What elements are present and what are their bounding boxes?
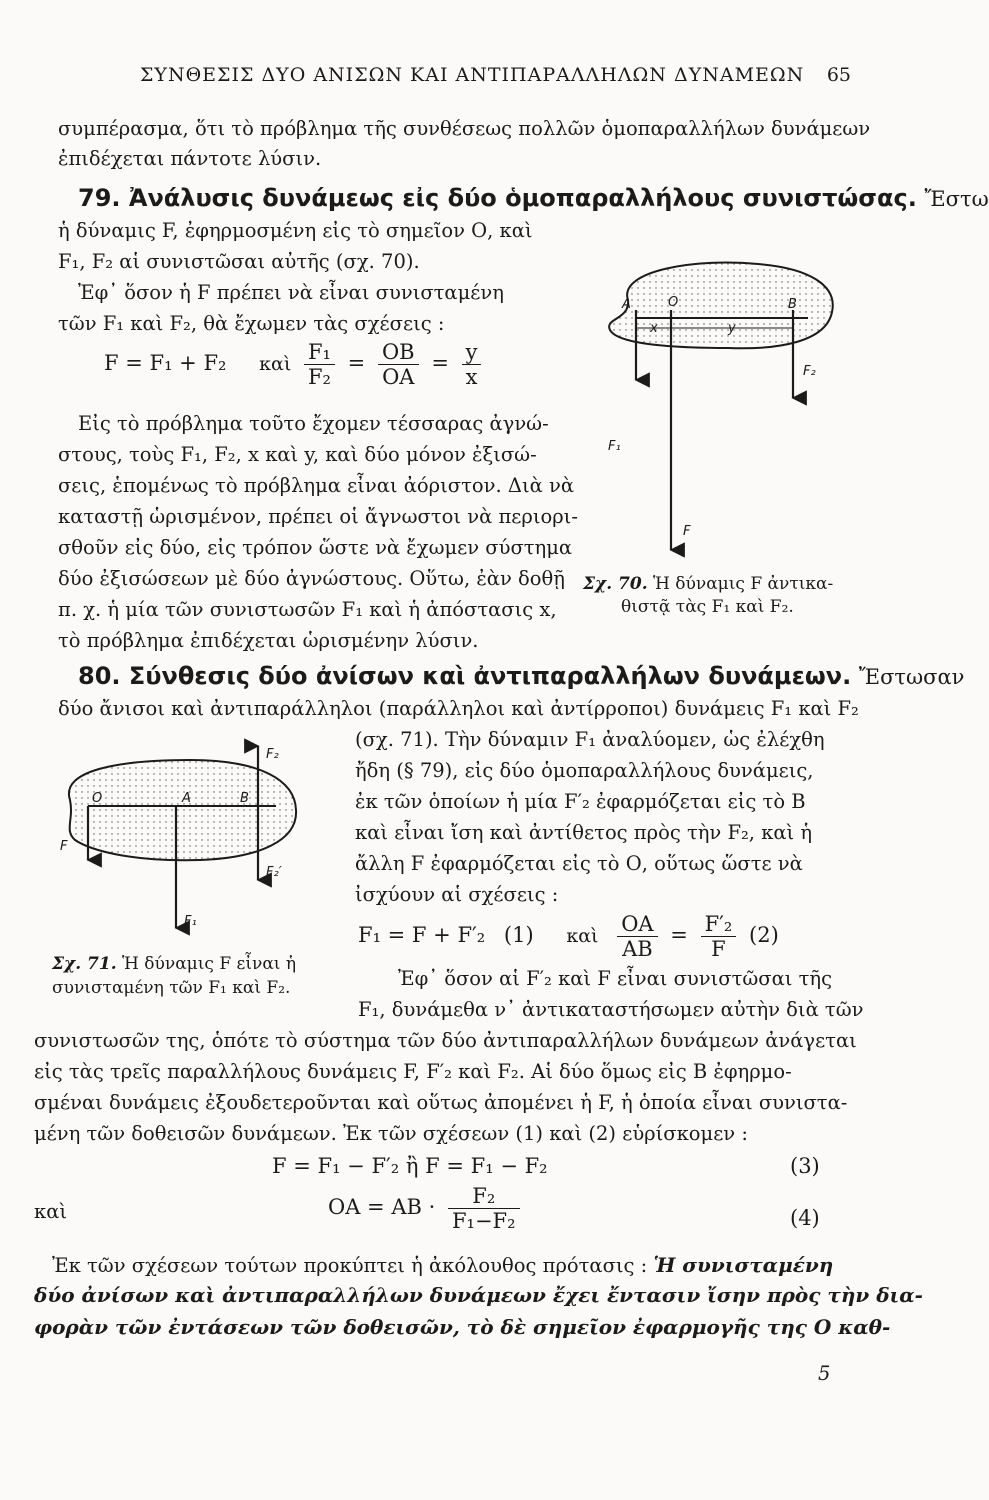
fig70-label-f: F (683, 524, 691, 539)
intro-line-2: ἐπιδέχεται πάντοτε λύσιν. (58, 147, 322, 170)
sec79-body-8: τὸ πρόβλημα ἐπιδέχεται ὡρισμένην λύσιν. (58, 629, 479, 652)
sec79-line-4: τῶν F₁ καὶ F₂, θὰ ἔχωμεν τὰς σχέσεις : (58, 312, 445, 335)
figure-71-caption: Σχ. 71. Ἡ δύναμις F εἶναι ἡ (52, 954, 297, 974)
equation-4: ΟΑ = ΑΒ · $\frac{\text{F₂}}{\text{F₁−F₂}}$ (328, 1184, 526, 1233)
equation-80-1-2: F₁ = F + F′₂ (1) καὶ $\frac{OA}{AB}$ = $\frac{\text{F′₂}}{F}$ (2) (358, 912, 779, 961)
fig71-label-f: F (60, 839, 68, 854)
sec80-right-6: ἰσχύουν αἱ σχέσεις : (355, 883, 559, 906)
kai-connector: καὶ (34, 1200, 68, 1223)
sec79-body-4: καταστῇ ὡρισμένον, πρέπει οἱ ἄγνωστοι νὰ περιορι- (58, 505, 578, 528)
sec80-after-1: Ἐφ᾽ ὅσον αἱ F′₂ καὶ F εἶναι συνιστῶσαι τῆς (398, 967, 832, 990)
sec80-full-4: μένη τῶν δοθεισῶν δυνάμεων. Ἐκ τῶν σχέσεων (1) καὶ (2) εὑρίσκομεν : (34, 1122, 748, 1145)
sec79-line-3: Ἐφ᾽ ὅσον ἡ F πρέπει νὰ εἶναι συνισταμένη (78, 281, 504, 304)
conclusion-line-2: δύο ἀνίσων καὶ ἀντιπαραλλήλων δυνάμεων ἔχει ἔντασιν ἴσην πρὸς τὴν δια- (34, 1283, 923, 1307)
fig71-label-b: B (240, 791, 249, 806)
conclusion-line-3: φορὰν τῶν ἐντάσεων τῶν δοθεισῶν, τὸ δὲ σημεῖον ἐφαρμογῆς της Ο καθ- (34, 1315, 891, 1339)
sec80-full-3: σμέναι δυνάμεις ἐξουδετεροῦνται καὶ οὕτως ἀπομένει ἡ F, ἡ ὁποία εἶναι συνιστα- (34, 1091, 848, 1114)
sec79-body-2: στους, τοὺς F₁, F₂, x καὶ y, καὶ δύο μόνον ἐξισώ- (58, 443, 537, 466)
page-number: 65 (826, 64, 851, 86)
sec79-body-6: δύο ἐξισώσεων μὲ δύο ἀγνώστους. Οὕτω, ἐὰν δοθῇ (58, 567, 565, 590)
fig70-label-o: O (668, 295, 679, 310)
sec79-line-2: F₁, F₂ αἱ συνιστῶσαι αὐτῆς (σχ. 70). (58, 250, 420, 273)
sec80-full-2: εἰς τὰς τρεῖς παραλλήλους δυνάμεις F, F′₂ καὶ F₂. Αἱ δύο ὅμως εἰς Β ἐφηρμο- (34, 1060, 792, 1083)
fig71-label-f2: F₂ (266, 747, 279, 762)
fig70-label-f2: F₂ (803, 364, 816, 379)
figure-71-caption-2: συνισταμένη τῶν F₁ καὶ F₂. (52, 978, 291, 998)
sec80-right-5: ἄλλη F ἐφαρμόζεται εἰς τὸ Ο, οὕτως ὥστε νὰ (355, 852, 803, 875)
conclusion-line-1: Ἐκ τῶν σχέσεων τούτων προκύπτει ἡ ἀκόλουθος πρότασις : Ἡ συνισταμένη (52, 1253, 834, 1277)
sec79-line-1: ἡ δύναμις F, ἐφηρμοσμένη εἰς τὸ σημεῖον Ο, καὶ (58, 219, 533, 242)
figure-70-caption: Σχ. 70. Ἡ δύναμις F ἀντικα- (583, 574, 834, 594)
sec80-after-2: F₁, δυνάμεθα ν᾽ ἀντικαταστήσωμεν αὐτὴν διὰ τῶν (358, 998, 864, 1021)
equation-3: F = F₁ − F′₂ ἢ F = F₁ − F₂ (272, 1154, 548, 1178)
sec79-body-3: σεις, ἑπομένως τὸ πρόβλημα εἶναι ἀόριστον. Διὰ νὰ (58, 474, 574, 497)
fig70-label-y: y (728, 321, 736, 336)
fig71-label-f1: F₁ (184, 914, 197, 929)
section-80-title: 80. Σύνθεσις δύο ἀνίσων καὶ ἀντιπαραλλήλων δυνάμεων. Ἔστωσαν (78, 662, 965, 690)
sec80-right-2: ἤδη (§ 79), εἰς δύο ὁμοπαραλλήλους δυνάμεις, (355, 759, 814, 782)
equation-79: F = F₁ + F₂ καὶ $\frac{\text{F₁}}{\text{F₂}}$ = $\frac{OB}{OA}$ = $\frac{y}{x}$ (104, 340, 487, 389)
fig71-label-a: A (182, 791, 191, 806)
figure-71-diagram (50, 730, 320, 960)
fig70-label-b: B (788, 297, 797, 312)
sec80-right-1: (σχ. 71). Τὴν δύναμιν F₁ ἀναλύομεν, ὡς ἐλέχθη (355, 728, 825, 751)
sec80-right-4: καὶ εἶναι ἴση καὶ ἀντίθετος πρὸς τὴν F₂, καὶ ἡ (355, 821, 813, 844)
rigid-body-shape (609, 263, 833, 349)
section-79-title: 79. Ἀνάλυσις δυνάμεως εἰς δύο ὁμοπαραλλήλους συνιστώσας. Ἔστω (78, 184, 989, 212)
equation-3-number: (3) (790, 1154, 820, 1178)
sec79-body-7: π. χ. ἡ μία τῶν συνιστωσῶν F₁ καὶ ἡ ἀπόστασις x, (58, 598, 557, 621)
running-header: ΣΥΝΘΕΣΙΣ ΔΥΟ ΑΝΙΣΩΝ ΚΑΙ ΑΝΤΙΠΑΡΑΛΛΗΛΩΝ ΔΥΝΑΜΕΩΝ (140, 64, 805, 86)
fig70-label-f1: F₁ (608, 439, 621, 454)
fig71-label-f2prime: F₂′ (266, 865, 282, 880)
sec79-body-1: Εἰς τὸ πρόβλημα τοῦτο ἔχομεν τέσσαρας ἀγνώ- (78, 412, 549, 435)
sec80-line-1: δύο ἄνισοι καὶ ἀντιπαράλληλοι (παράλληλοι καὶ ἀντίρροποι) δυνάμεις F₁ καὶ F₂ (58, 697, 859, 720)
figure-70-caption-2: θιστᾷ τὰς F₁ καὶ F₂. (621, 597, 794, 617)
sec79-body-5: σθοῦν εἰς δύο, εἰς τρόπον ὥστε νὰ ἔχωμεν σύστημα (58, 536, 573, 559)
intro-line-1: συμπέρασμα, ὅτι τὸ πρόβλημα τῆς συνθέσεως πολλῶν ὁμοπαραλλήλων δυνάμεων (58, 117, 871, 140)
fig70-label-a: A (622, 297, 631, 312)
sec80-full-1: συνιστωσῶν της, ὁπότε τὸ σύστημα τῶν δύο ἀντιπαραλλήλων δυνάμεων ἀνάγεται (34, 1029, 857, 1052)
sec80-right-3: ἐκ τῶν ὁποίων ἡ μία F′₂ ἐφαρμόζεται εἰς τὸ Β (355, 790, 806, 813)
figure-70-diagram (588, 250, 858, 570)
equation-4-number: (4) (790, 1206, 820, 1230)
printer-signature: 5 (818, 1362, 831, 1385)
fig71-label-o: O (92, 791, 103, 806)
fig70-label-x: x (650, 321, 658, 336)
rigid-body-shape (69, 760, 296, 860)
